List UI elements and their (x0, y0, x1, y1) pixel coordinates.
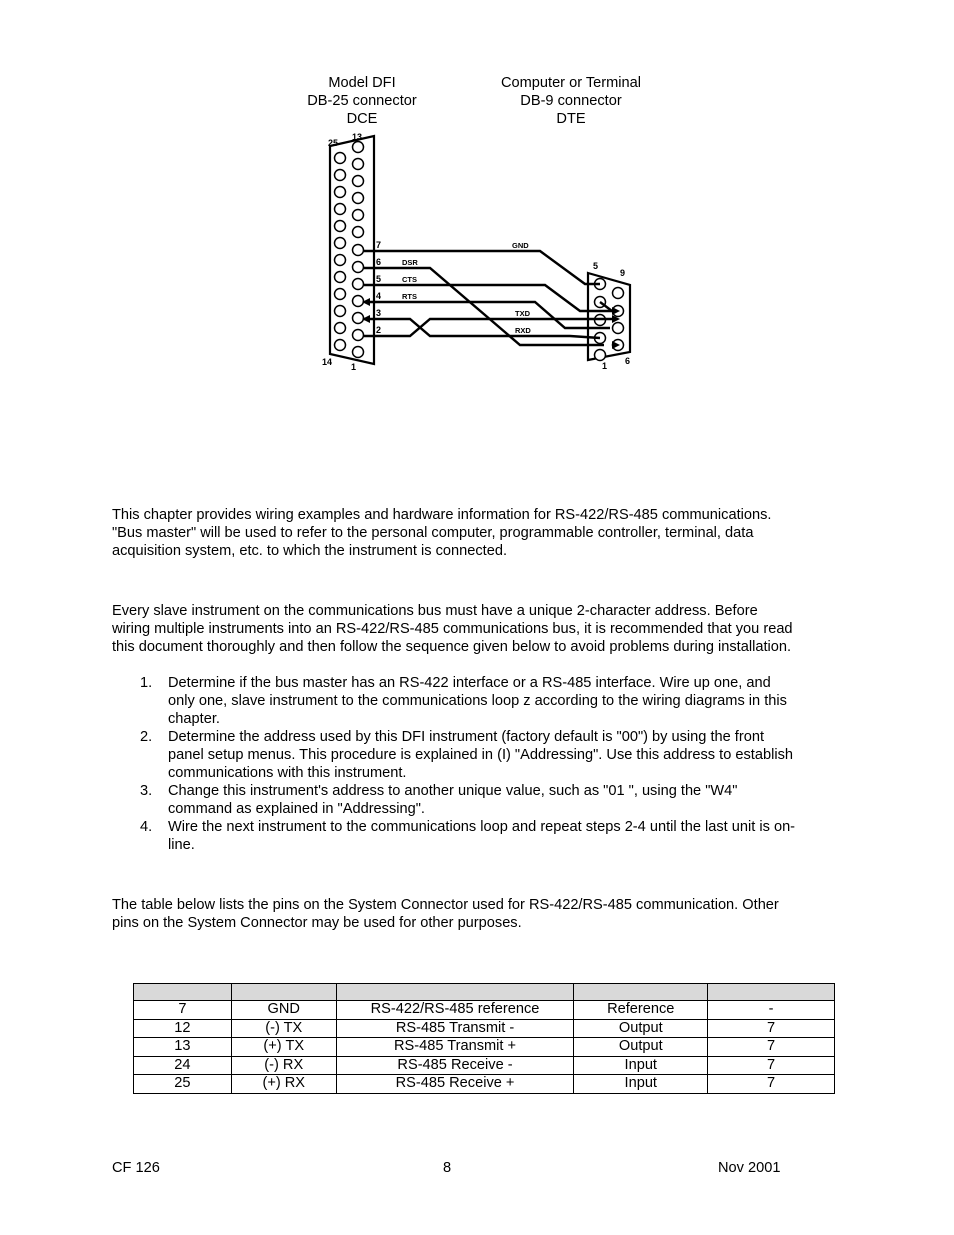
intro-line: This chapter provides wiring examples and hardware information for RS-422/RS-485 communications. (112, 507, 772, 523)
pin-reference-cell: 7 (708, 1019, 835, 1038)
table-row (134, 1019, 835, 1038)
step-item (112, 818, 847, 854)
db9-pin-label: 5 (593, 261, 599, 271)
pin-name-cell: (+) TX (231, 1038, 336, 1057)
wire-dsr (364, 268, 604, 345)
pin-table (133, 983, 835, 1094)
intro-line: "Bus master" will be used to refer to the personal computer, programmable controller, terminal, data (112, 525, 754, 541)
pin-name-cell: (-) TX (231, 1019, 336, 1038)
db25-wire-pin-label: 3 (376, 308, 382, 318)
pin-number-cell: 7 (134, 1001, 232, 1020)
footer-page-number: 8 (443, 1160, 452, 1176)
table-row (134, 1038, 835, 1057)
db25-wire-pin-label: 2 (376, 325, 382, 335)
pin-number-cell: 25 (134, 1075, 232, 1094)
step-number: 3. (140, 783, 153, 799)
pin-name-cell: GND (231, 1001, 336, 1020)
pin-number-cell: 12 (134, 1019, 232, 1038)
pin-table-header-cell (336, 984, 574, 1001)
db25-pin-label: 25 (328, 138, 339, 148)
step-line: Determine if the bus master has an RS-422 interface or a RS-485 interface. Wire up one, and (168, 675, 771, 691)
step-number: 2. (140, 729, 153, 745)
step-line: Determine the address used by this DFI instrument (factory default is "00") by using the front (168, 729, 765, 745)
step-item (112, 782, 847, 818)
pin-table-header-cell (708, 984, 835, 1001)
db9-header-line: DB-9 connector (520, 93, 622, 109)
db25-wire-pin-label: 4 (376, 291, 382, 301)
wire-arrows (362, 298, 620, 349)
system-connector-paragraph (112, 896, 847, 932)
step-line: chapter. (168, 711, 220, 727)
db25-header-line: DB-25 connector (307, 93, 417, 109)
db25-wire-pin-label: 5 (376, 274, 382, 284)
signal-label-rxd: RXD (515, 326, 531, 335)
signal-label-dsr: DSR (402, 258, 418, 267)
step-line: communications with this instrument. (168, 765, 407, 781)
pin-number-cell: 24 (134, 1056, 232, 1075)
intro-line: acquisition system, etc. to which the instrument is connected. (112, 543, 508, 559)
pin-reference-cell: 7 (708, 1075, 835, 1094)
db9-pin-label: 9 (620, 268, 626, 278)
pin-direction-cell: Reference (574, 1001, 708, 1020)
pin-name-cell: (+) RX (231, 1075, 336, 1094)
db9-header-line: Computer or Terminal (500, 75, 642, 91)
db25-wire-pin-label: 6 (376, 257, 382, 267)
step-line: command as explained in "Addressing". (168, 801, 425, 817)
pin-direction-cell: Output (574, 1019, 708, 1038)
pin-direction-cell: Input (574, 1075, 708, 1094)
step-line: line. (168, 837, 195, 853)
address-line: Every slave instrument on the communications bus must have a unique 2-character address. Before (112, 603, 758, 619)
table-row (134, 1056, 835, 1075)
table-row (134, 1001, 835, 1020)
db25-header-line: DCE (346, 111, 378, 127)
pin-function-cell: RS-485 Receive - (336, 1056, 574, 1075)
pin-name-cell: (-) RX (231, 1056, 336, 1075)
step-item (112, 728, 847, 782)
pin-table-header-row (134, 984, 835, 1001)
signal-label-gnd: GND (512, 241, 529, 250)
pin-function-cell: RS-422/RS-485 reference (336, 1001, 574, 1020)
pin-reference-cell: - (708, 1001, 835, 1020)
wiring-diagram (0, 0, 954, 380)
step-line: Wire the next instrument to the communications loop and repeat steps 2-4 until the last unit is on- (168, 819, 796, 835)
step-line: only one, slave instrument to the communications loop z according to the wiring diagrams in this (168, 693, 787, 709)
address-line: wiring multiple instruments into an RS-422/RS-485 communications bus, it is recommended that you read (112, 621, 793, 637)
signal-label-rts: RTS (402, 292, 417, 301)
pin-number-cell: 13 (134, 1038, 232, 1057)
pin-table-header-cell (231, 984, 336, 1001)
db25-pin-label: 1 (351, 362, 357, 372)
footer-document-id: CF 126 (112, 1160, 160, 1176)
pin-reference-cell: 7 (708, 1038, 835, 1057)
pin-direction-cell: Input (574, 1056, 708, 1075)
step-line: panel setup menus. This procedure is explained in (I) "Addressing". Use this address to establish (168, 747, 793, 763)
step-number: 4. (140, 819, 153, 835)
pin-table-header-cell (134, 984, 232, 1001)
pin-function-cell: RS-485 Receive + (336, 1075, 574, 1094)
table-row (134, 1075, 835, 1094)
pin-function-cell: RS-485 Transmit - (336, 1019, 574, 1038)
db9-header-line: DTE (556, 111, 586, 127)
db25-pin-label: 13 (352, 132, 363, 142)
pin-table-header-cell (574, 984, 708, 1001)
footer-date: Nov 2001 (718, 1160, 781, 1176)
intro-paragraph (112, 506, 847, 560)
db25-pin-holes (335, 142, 364, 358)
step-number: 1. (140, 675, 153, 691)
address-line: this document thoroughly and then follow the sequence given below to avoid problems during installation. (112, 639, 792, 655)
pin-function-cell: RS-485 Transmit + (336, 1038, 574, 1057)
system-connector-line: pins on the System Connector may be used for other purposes. (112, 915, 522, 931)
pin-direction-cell: Output (574, 1038, 708, 1057)
db9-pin-label: 1 (602, 361, 608, 371)
db25-header-line: Model DFI (328, 75, 396, 91)
db9-pin-label: 6 (625, 356, 631, 366)
db25-pin-label: 14 (322, 357, 333, 367)
system-connector-line: The table below lists the pins on the System Connector used for RS-422/RS-485 communication. Other (112, 897, 779, 913)
signal-label-txd: TXD (515, 309, 530, 318)
setup-steps (112, 674, 847, 854)
db25-wire-pin-label: 7 (376, 240, 382, 250)
signal-label-cts: CTS (402, 275, 417, 284)
step-line: Change this instrument's address to another unique value, such as "01 ", using the "W4" (168, 783, 738, 799)
pin-reference-cell: 7 (708, 1056, 835, 1075)
address-paragraph (112, 602, 847, 656)
step-item (112, 674, 847, 728)
